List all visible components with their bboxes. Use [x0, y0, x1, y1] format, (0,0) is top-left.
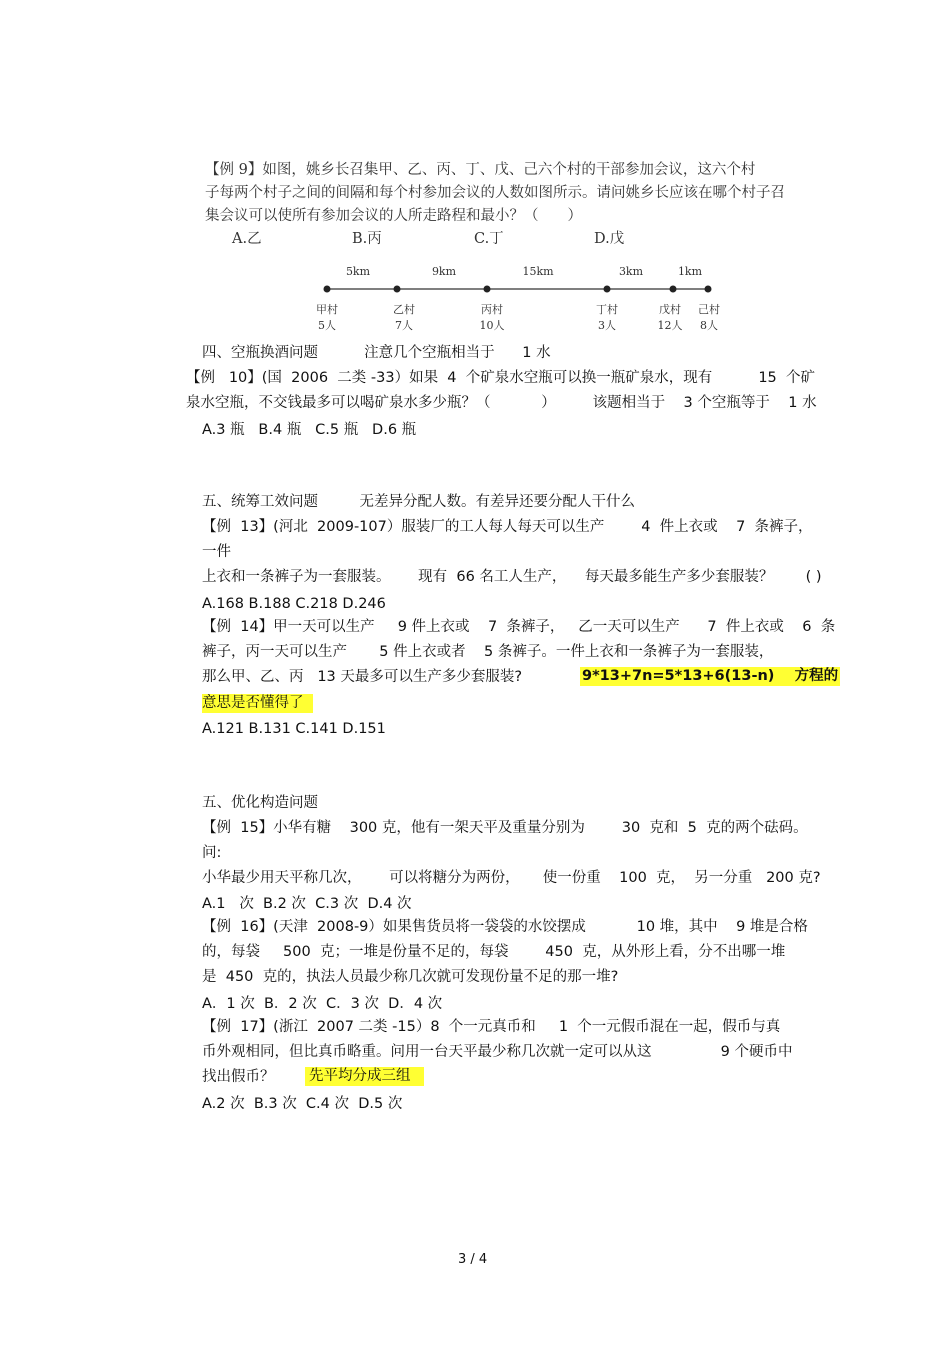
- distance-label-1: 5km: [345, 265, 371, 278]
- page-number: 3 / 4: [458, 1252, 488, 1267]
- village-dot-3: [484, 286, 491, 293]
- example10-options: A.3 瓶 B.4 瓶 C.5 瓶 D.6 瓶: [202, 422, 417, 438]
- village-people-1: 5人: [318, 319, 336, 332]
- example14-highlight-note-2: 意思是否懂得了: [202, 694, 313, 713]
- distance-label-4: 3km: [618, 265, 644, 278]
- village-people-4: 3人: [598, 319, 616, 332]
- village-name-2: 乙村: [393, 303, 415, 316]
- village-people-6: 8人: [700, 319, 718, 332]
- example14-options: A.121 B.131 C.141 D.151: [202, 721, 386, 737]
- example16-line-2: 的，每袋 500 克；一堆是份量不足的，每袋 450 克，从外形上看，分不出哪一堆: [202, 944, 786, 960]
- village-dot-5: [670, 286, 677, 293]
- example15-line-1: 【例 15】小华有糖 300 克，他有一架天平及重量分别为 30 克和 5 克的两个砝码。: [202, 820, 808, 836]
- example14-line-3: 那么甲、乙、丙 13 天最多可以生产多少套服装?: [202, 669, 523, 685]
- example17-line-1: 【例 17】(浙江 2007 二类 -15）8 个一元真币和 1 个一元假币混在一起，假币与真: [202, 1019, 781, 1035]
- example13-options: A.168 B.188 C.218 D.246: [202, 596, 386, 612]
- example9-option-c: C.丁: [474, 231, 504, 247]
- example9-option-b: B.丙: [352, 231, 382, 247]
- example13-line-2: 一件: [202, 544, 231, 560]
- distance-label-2: 9km: [431, 265, 457, 278]
- example10-line-2: 泉水空瓶，不交钱最多可以喝矿泉水多少瓶？（ ） 该题相当于 3 个空瓶等于 1 水: [186, 395, 817, 411]
- section-4-heading: 四、空瓶换酒问题 注意几个空瓶相当于 1 水: [202, 345, 551, 361]
- village-people-5: 12人: [657, 319, 683, 332]
- example13-line-3: 上衣和一条裤子为一套服装。 现有 66 名工人生产， 每天最多能生产多少套服装？ ( ): [202, 569, 822, 585]
- example15-line-3: 小华最少用天平称几次， 可以将糖分为两份， 使一份重 100 克， 另一分重 200 克?: [202, 870, 821, 886]
- example16-line-3: 是 450 克的，执法人员最少称几次就可发现份量不足的那一堆?: [202, 969, 619, 985]
- example14-highlight-note-1: 9*13+7n=5*13+6(13-n) 方程的: [580, 667, 840, 686]
- example9-line-2: 子每两个村子之间的间隔和每个村参加会议的人数如图所示。请问姚乡长应该在哪个村子召: [205, 185, 785, 201]
- example14-line-1: 【例 14】甲一天可以生产 9 件上衣或 7 条裤子， 乙一天可以生产 7 件上衣或 6 条: [202, 619, 836, 635]
- example10-line-1: 【例 10】(国 2006 二类 -33）如果 4 个矿泉水空瓶可以换一瓶矿泉水，现有 15 个矿: [186, 370, 815, 386]
- village-name-3: 丙村: [481, 303, 503, 316]
- village-dot-4: [604, 286, 611, 293]
- example15-options: A.1 次 B.2 次 C.3 次 D.4 次: [202, 896, 412, 912]
- village-name-6: 己村: [698, 303, 720, 316]
- example9-line-1: 【例 9】如图，姚乡长召集甲、乙、丙、丁、戊、己六个村的干部参加会议，这六个村: [205, 162, 756, 178]
- example9-option-d: D.戊: [594, 231, 625, 247]
- example15-line-2: 问:: [202, 845, 222, 861]
- example9-line-3: 集会议可以使所有参加会议的人所走路程和最小？（ ）: [205, 208, 582, 224]
- example16-options: A．1 次 B．2 次 C．3 次 D．4 次: [202, 996, 443, 1012]
- example16-line-1: 【例 16】(天津 2008-9）如果售货员将一袋袋的水饺摆成 10 堆，其中 9 堆是合格: [202, 919, 808, 935]
- village-people-2: 7人: [395, 319, 413, 332]
- village-distance-diagram: [300, 262, 740, 342]
- village-dot-2: [394, 286, 401, 293]
- distance-label-5: 1km: [677, 265, 703, 278]
- example17-line-2: 币外观相同，但比真币略重。问用一台天平最少称几次就一定可以从这 9 个硬币中: [202, 1044, 793, 1060]
- example14-line-2: 裤子，丙一天可以生产 5 件上衣或者 5 条裤子。一件上衣和一条裤子为一套服装，: [202, 644, 774, 660]
- village-dot-6: [705, 286, 712, 293]
- section-5a-heading: 五、统筹工效问题 无差异分配人数。有差异还要分配人干什么: [202, 494, 635, 510]
- example17-highlight-note: 先平均分成三组: [305, 1067, 424, 1086]
- distance-label-3: 15km: [522, 265, 554, 278]
- village-dot-1: [324, 286, 331, 293]
- village-name-1: 甲村: [316, 303, 338, 316]
- example17-line-3: 找出假币？: [202, 1069, 275, 1085]
- village-name-4: 丁村: [596, 303, 618, 316]
- section-5b-heading: 五、优化构造问题: [202, 795, 318, 811]
- example9-option-a: A.乙: [232, 231, 262, 247]
- village-name-5: 戊村: [659, 303, 681, 316]
- example17-options: A.2 次 B.3 次 C.4 次 D.5 次: [202, 1096, 403, 1112]
- example13-line-1: 【例 13】(河北 2009-107）服装厂的工人每人每天可以生产 4 件上衣或 7 条裤子，: [202, 519, 813, 535]
- village-people-3: 10人: [479, 319, 505, 332]
